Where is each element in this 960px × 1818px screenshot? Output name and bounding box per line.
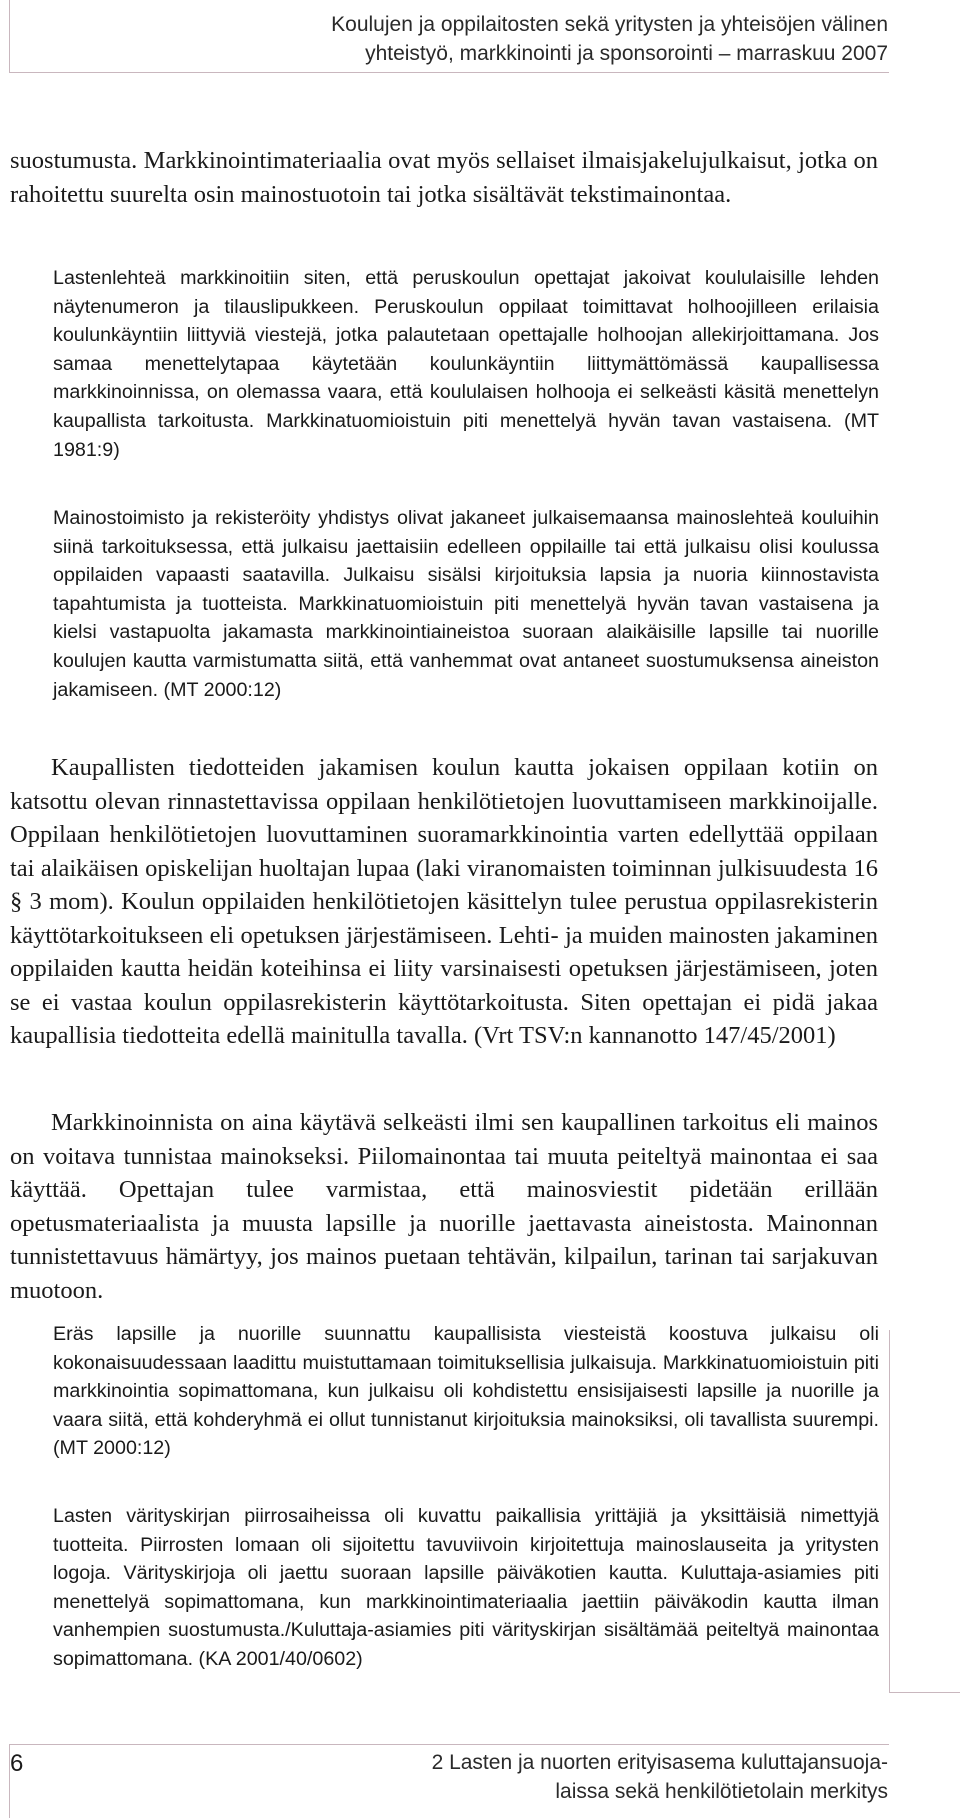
page-number: 6 bbox=[10, 1750, 24, 1777]
running-footer-line-1: 2 Lasten ja nuorten erityisasema kuluttajansuoja- bbox=[431, 1751, 888, 1774]
running-header bbox=[168, 10, 888, 68]
header-rule bbox=[9, 72, 889, 73]
running-header-line-1: Koulujen ja oppilaitosten sekä yritysten ja yhteisöjen välinen bbox=[331, 13, 888, 36]
margin-rule-tick bbox=[889, 1692, 960, 1693]
header-rule-left bbox=[9, 0, 10, 73]
body-paragraph-1: suostumusta. Markkinointimateriaalia ovat myös sellaiset ilmaisjakelujulkaisut, jotka on rahoitettu suurelta osin mainostuotoin tai jotka sisältävät tekstimainontaa. bbox=[10, 147, 878, 208]
case-example-4: Lasten värityskirjan piirrosaiheissa oli kuvattu paikallisia yrittäjiä ja yksittäisiä nimettyjä tuotteita. Piirrosten lomaan oli sijoitettu tavuviivoin kirjoitettuja mainoslauseita ja yritysten logoja. Värityskirjoja oli jaettu suoraan lapsille päiväkotien kautta. Kuluttaja-asiamies piti menettelyä sopimattomana, kun markkinointimateriaalia jaettiin päiväkodin kautta ilman vanhempien suostumusta./Kuluttaja-asiamies piti värityskirjan sisältämää peiteltyä mainontaa sopimattomana. (KA 2001/40/0602) bbox=[53, 1505, 879, 1670]
body-paragraph-2: Kaupallisten tiedotteiden jakamisen koulun kautta jokaisen oppilaan kotiin on katsottu olevan rinnastettavissa oppilaan henkilötietojen luovuttamiseen markkinoijalle. Oppilaan henkilötietojen luovuttaminen suoramarkkinointia varten edellyttää oppilaan tai alaikäisen opiskelijan huoltajan lupaa (laki viranomaisten toiminnan julkisuudesta 16 § 3 mom). Koulun oppilaiden henkilötietojen käsittelyn tulee perustua oppilasrekisterin käyttötarkoitukseen eli opetuksen järjestämiseen. Lehti- ja muiden mainosten jakaminen oppilaiden kautta heidän koteihinsa ei liity varsinaisesti opetuksen järjestämiseen, joten se ei vastaa koulun oppilasrekisterin käyttötarkoitusta. Siten opettajan ei pidä jakaa kaupallisia tiedotteita edellä mainitulla tavalla. (Vrt TSV:n kannanotto 147/45/2001) bbox=[10, 754, 878, 1049]
case-example-2: Mainostoimisto ja rekisteröity yhdistys olivat jakaneet julkaisemaansa mainoslehteä kouluihin siinä tarkoituksessa, että julkaisu jaettaisiin edelleen oppilaille tai että julkaisu olisi koulussa oppilaiden vapaasti saatavilla. Julkaisu sisälsi kirjoituksia lapsia ja nuoria kiinnostavista tapahtumista ja tuotteista. Markkinatuomioistuin piti menettelyä hyvän tavan vastaisena ja kielsi vastapuolta jakamasta markkinointiaineistoa suoraan alaikäisille lapsille tai nuorille koulujen kautta varmistumatta siitä, että vanhemmat ovat antaneet suostumuksensa aineiston jakamiseen. (MT 2000:12) bbox=[53, 507, 879, 701]
body-paragraph-3: Markkinoinnista on aina käytävä selkeästi ilmi sen kaupallinen tarkoitus eli mainos on voitava tunnistaa mainokseksi. Piilomainontaa tai muuta peiteltyä mainontaa ei saa käyttää. Opettajan tulee varmistaa, että mainosviestit pidetään erillään opetusmateriaalista ja muusta lapsille ja nuorille jaettavasta aineistosta. Mainonnan tunnistettavuus hämärtyy, jos mainos puetaan tehtävän, kilpailun, tarinan tai sarjakuvan muotoon. bbox=[10, 1109, 878, 1304]
running-footer bbox=[288, 1748, 888, 1806]
margin-rule bbox=[889, 1330, 890, 1692]
case-example-3: Eräs lapsille ja nuorille suunnattu kaupallisista viesteistä koostuva julkaisu oli kokonaisuudessaan laadittu muistuttamaan toimituksellisia julkaisuja. Markkinatuomioistuin piti markkinointia sopimattomana, kun julkaisu oli kohdistettu ensisijaisesti lapsille ja nuorille ja vaara siitä, että kohderyhmä ei ollut tunnistanut kirjoituksia mainoksiksi, oli tavallista suurempi. (MT 2000:12) bbox=[53, 1323, 879, 1460]
running-footer-line-2: laissa sekä henkilötietolain merkitys bbox=[555, 1780, 888, 1803]
running-header-line-2: yhteistyö, markkinointi ja sponsorointi – marraskuu 2007 bbox=[365, 42, 888, 65]
footer-rule bbox=[9, 1744, 889, 1745]
case-example-1: Lastenlehteä markkinoitiin siten, että peruskoulun opettajat jakoivat koululaisille lehden näytenumeron ja tilauslipukkeen. Peruskoulun oppilaat toimittavat holhoojilleen erilaisia koulunkäyntiin liittyviä viestejä, jotka palautetaan opettajalle holhoojan allekirjoittamana. Jos samaa menettelytapaa käytetään koulunkäyntiin liittymättömässä kaupallisessa markkinoinnissa, on olemassa vaara, että koululaisen holhooja ei selkeästi käsitä menettelyn kaupallista tarkoitusta. Markkinatuomioistuin piti menettelyä hyvän tavan vastaisena. (MT 1981:9) bbox=[53, 267, 879, 461]
